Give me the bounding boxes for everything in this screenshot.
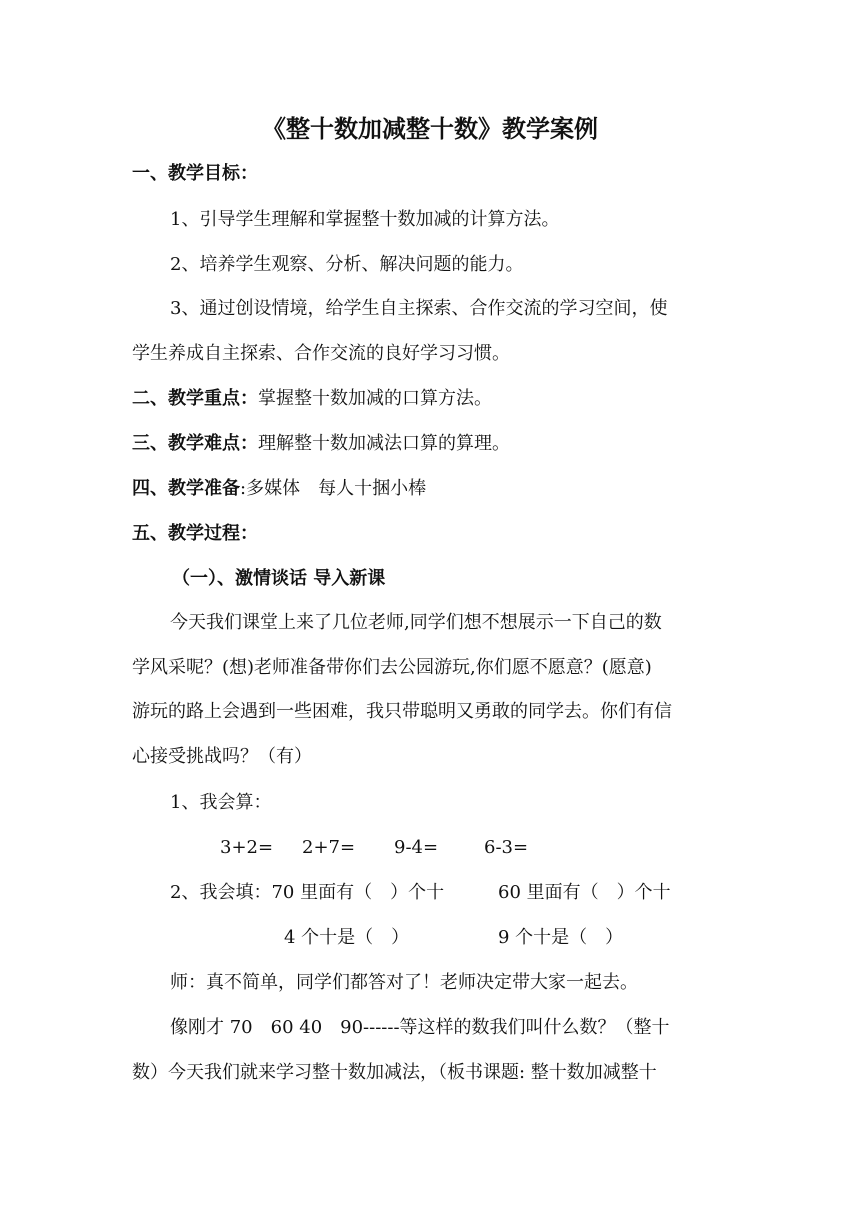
goal-item-2: 2、培养学生观察、分析、解决问题的能力。 xyxy=(170,254,524,275)
preparation-heading: 四、教学准备 xyxy=(132,478,240,499)
process-heading: 五、教学过程： xyxy=(132,523,258,544)
fill-blank-b: 60 里面有（ ）个十 xyxy=(498,882,671,903)
task-1-label: 1、我会算： xyxy=(170,792,272,813)
task-2-label: 2、我会填： xyxy=(170,882,272,903)
paragraph-2-line-1: 像刚才 70 60 40 90------等这样的数我们叫什么数？（整十 xyxy=(170,1017,670,1038)
key-point-line xyxy=(132,387,492,411)
fill-blank-d: 9 个十是（ ） xyxy=(498,927,624,948)
difficulty-heading: 三、教学难点： xyxy=(132,433,258,454)
calc-item: 2+7= xyxy=(302,837,356,858)
task-2-line-1 xyxy=(170,881,444,905)
paragraph-1-line-1: 今天我们课堂上来了几位老师,同学们想不想展示一下自己的数 xyxy=(170,612,662,633)
section-1-heading: （一）、激情谈话 导入新课 xyxy=(172,568,386,589)
key-point-heading: 二、教学重点： xyxy=(132,388,258,409)
difficulty-line xyxy=(132,432,510,456)
goal-item-1: 1、引导学生理解和掌握整十数加减的计算方法。 xyxy=(170,209,560,230)
fill-blank-a: 70 里面有（ ）个十 xyxy=(271,882,445,903)
paragraph-1-line-4: 心接受挑战吗？（有） xyxy=(132,746,312,767)
preparation-text: :多媒体 每人十捆小棒 xyxy=(240,478,427,499)
calc-item: 3+2= xyxy=(220,837,274,858)
paragraph-2-line-2: 数）今天我们就来学习整十数加减法，（板书课题: 整十数加减整十 xyxy=(132,1062,657,1083)
fill-blank-c: 4 个十是（ ） xyxy=(284,927,410,948)
paragraph-1-line-2: 学风采呢？(想)老师准备带你们去公园游玩,你们愿不愿意？(愿意) xyxy=(132,657,652,678)
paragraph-1-line-3: 游玩的路上会遇到一些困难，我只带聪明又勇敢的同学去。你们有信 xyxy=(132,701,672,722)
document-title: 《整十数加减整十数》教学案例 xyxy=(262,115,598,143)
key-point-text: 掌握整十数加减的口算方法。 xyxy=(258,388,492,409)
goal-item-3-line-2: 学生养成自主探索、合作交流的良好学习习惯。 xyxy=(132,343,510,364)
difficulty-text: 理解整十数加减法口算的算理。 xyxy=(258,433,510,454)
teacher-line: 师：真不简单，同学们都答对了！老师决定带大家一起去。 xyxy=(170,972,638,993)
calc-item: 9-4= xyxy=(394,837,439,858)
calc-item: 6-3= xyxy=(484,837,529,858)
goals-heading: 一、教学目标： xyxy=(132,163,258,184)
preparation-line xyxy=(132,477,426,501)
goal-item-3-line-1: 3、通过创设情境，给学生自主探索、合作交流的学习空间，使 xyxy=(170,298,668,319)
